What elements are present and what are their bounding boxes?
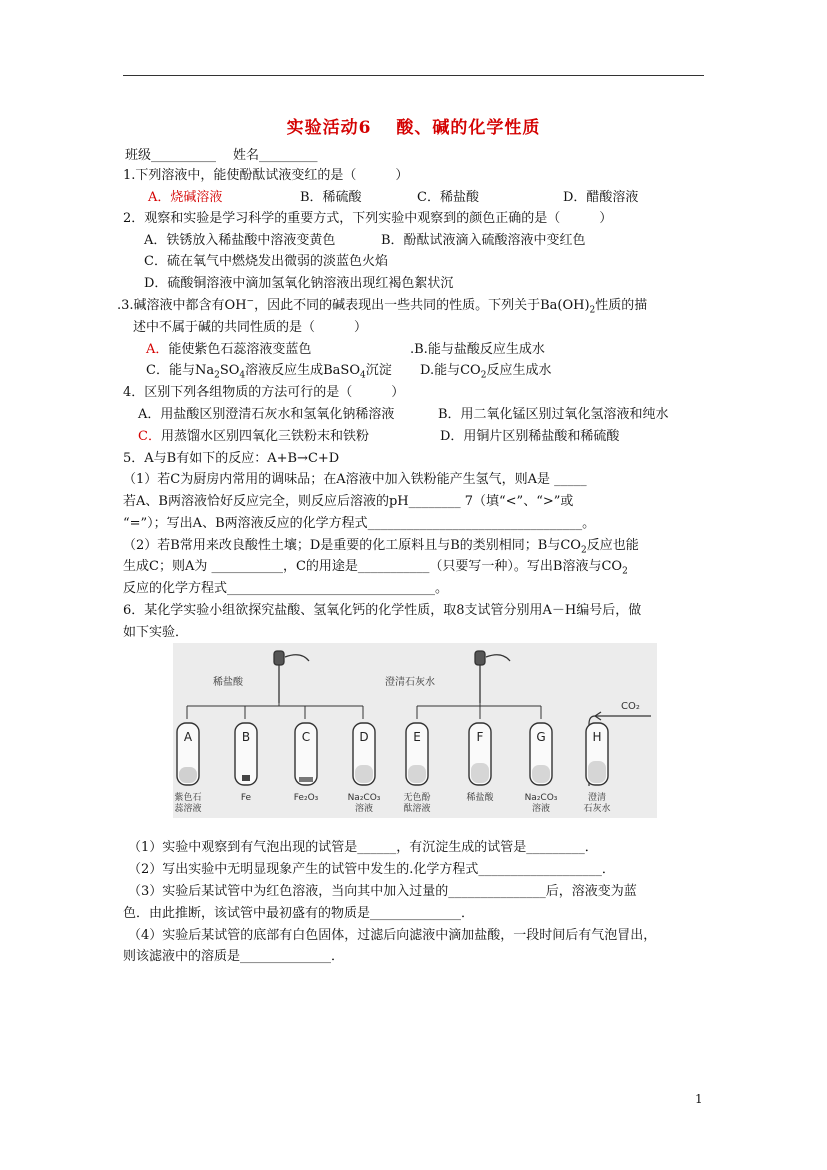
tube-content-label: Fe₂O₃ [293, 793, 319, 803]
page-title: 实验活动6 酸、碱的化学性质 [286, 118, 541, 138]
q3-option-a: A．能使紫色石蕊溶液变蓝色 [146, 342, 312, 357]
q3-option-d: D.能与$CO_2$反应生成水 [420, 363, 552, 381]
q6-stem-line1: 6．某化学实验小组欲探究盐酸、氢氧化钙的化学性质，取8支试管分别用A－H编号后，做 [123, 603, 642, 618]
q5-line2: 若A、B两溶液恰好反应完全，则反应后溶液的pH________ 7（填“<”、“>”或 [123, 494, 574, 509]
tube-letter: C [301, 730, 311, 744]
q4-option-d: D．用铜片区别稀盐酸和稀硫酸 [440, 429, 620, 444]
q3-option-c: C．能与$Na_2SO_4$溶液反应生成BaSO$_4$沉淀 [146, 363, 392, 381]
test-tube [235, 723, 257, 803]
test-tube [466, 723, 494, 803]
q2-option-c: C．硫在氧气中燃烧发出微弱的淡蓝色火焰 [144, 254, 388, 269]
tube-content-label-2: 蕊溶液 [174, 804, 202, 814]
tube-content-label: 澄清 [587, 793, 607, 803]
test-tube [583, 723, 610, 814]
tube-letter: G [536, 730, 546, 744]
q5-line3: “=”）；写出A、B两溶液反应的化学方程式_________________________________。 [123, 516, 596, 531]
q1-option-c: C．稀盐酸 [417, 190, 479, 205]
tube-content-label: Fe [240, 793, 252, 803]
tube-content-label: 稀盐酸 [466, 793, 494, 803]
q1-option-d: D．醋酸溶液 [563, 190, 639, 205]
tube-content-label-2: 酞溶液 [403, 804, 431, 814]
tube-letter: F [476, 730, 484, 744]
co2-label: CO₂ [621, 701, 640, 712]
test-tube [348, 723, 381, 814]
q5-line5: 生成C；则A为 ___________，C的用途是___________（只要写一种）。写出B溶液与$CO_2$ [123, 559, 628, 577]
q6-subquestion-1: （1）实验中观察到有气泡出现的试管是______，有沉淀生成的试管是_________． [128, 840, 598, 855]
tube-content-label: Na₂CO₃ [347, 793, 381, 803]
q2-option-a: A．铁锈放入稀盐酸中溶液变黄色 [144, 233, 336, 248]
q4-stem: 4．区别下列各组物质的方法可行的是（ ） [123, 385, 405, 400]
q1-stem: 1.下列溶液中，能使酚酞试液变红的是（ ） [123, 168, 409, 183]
q6-subquestion-4: （4）实验后某试管的底部有白色固体，过滤后向滤液中滴加盐酸，一段时间后有气泡冒出， [128, 928, 657, 943]
q5-stem: 5．A与B有如下的反应：A+B→C+D [123, 451, 340, 466]
q6-subquestion-3-cont: 色．由此推断，该试管中最初盛有的物质是______________． [123, 906, 475, 921]
test-tube [174, 723, 201, 814]
tube-content-label-2: 石灰水 [583, 804, 611, 814]
name-label: 姓名_________ [233, 148, 318, 163]
q1-option-a: A．烧碱溶液 [148, 190, 223, 205]
tube-letter: B [241, 730, 251, 744]
test-tube [525, 723, 558, 814]
right-reagent-label: 澄清石灰水 [385, 677, 435, 688]
class-label: 班级__________ [125, 148, 217, 163]
q5-line4: （2）若B常用来改良酸性土壤；D是重要的化工原料且与B的类别相同；B与$CO_2$反应也能 [123, 538, 639, 556]
q2-option-d: D．硫酸铜溶液中滴加氢氧化钠溶液出现红褐色絮状沉 [144, 276, 454, 291]
q2-stem: 2．观察和实验是学习科学的重要方式，下列实验中观察到的颜色正确的是（ ） [123, 211, 613, 226]
q5-line6: 反应的化学方程式________________________________。 [123, 581, 449, 596]
tube-content-label: Na₂CO₃ [524, 793, 558, 803]
q3-option-b: .B.能与盐酸反应生成水 [410, 342, 545, 357]
tube-letter: D [359, 730, 369, 744]
q5-line1: （1）若C为厨房内常用的调味品；在A溶液中加入铁粉能产生氢气，则A是 _____ [123, 472, 587, 487]
left-dropper-icon [274, 651, 309, 703]
q2-option-b: B．酚酞试液滴入硫酸溶液中变红色 [381, 233, 586, 248]
experiment-figure [173, 643, 657, 818]
header-rule [123, 75, 704, 76]
q4-option-a: A．用盐酸区别澄清石灰水和氢氧化钠稀溶液 [138, 407, 395, 422]
page-number: 1 [695, 1092, 703, 1106]
tube-content-label-2: 溶液 [354, 804, 374, 814]
tube-content-label-2: 溶液 [531, 804, 551, 814]
tube-content-label: 紫色石 [174, 793, 202, 803]
q6-subquestion-4-cont: 则该滤液中的溶质是______________． [123, 949, 345, 964]
tube-letter: A [183, 730, 193, 744]
test-tube [294, 723, 319, 803]
test-tube-diagram [173, 643, 657, 818]
q4-option-c: C．用蒸馏水区别四氧化三铁粉末和铁粉 [138, 429, 369, 444]
tube-content-label: 无色酚 [403, 793, 431, 803]
q1-option-b: B．稀硫酸 [300, 190, 362, 205]
q6-stem-line2: 如下实验． [123, 625, 189, 640]
right-dropper-icon [475, 651, 510, 703]
q3-stem-line2: 述中不属于碱的共同性质的是（ ） [133, 320, 368, 335]
test-tube [403, 723, 430, 814]
q6-subquestion-3: （3）实验后某试管中为红色溶液，当向其中加入过量的_______________后，溶液变为蓝 [128, 884, 637, 899]
left-reagent-label: 稀盐酸 [213, 677, 243, 688]
tube-letter: H [592, 730, 602, 744]
q3-stem-line1: .3.碱溶液中都含有OH−，因此不同的碱表现出一些共同的性质。下列关于$Ba(OH)_2$性质的描 [117, 296, 648, 316]
tube-letter: E [413, 730, 421, 744]
q6-subquestion-2: （2）写出实验中无明显现象产生的试管中发生的.化学方程式___________________． [128, 862, 615, 877]
q4-option-b: B．用二氧化锰区别过氧化氢溶液和纯水 [438, 407, 669, 422]
